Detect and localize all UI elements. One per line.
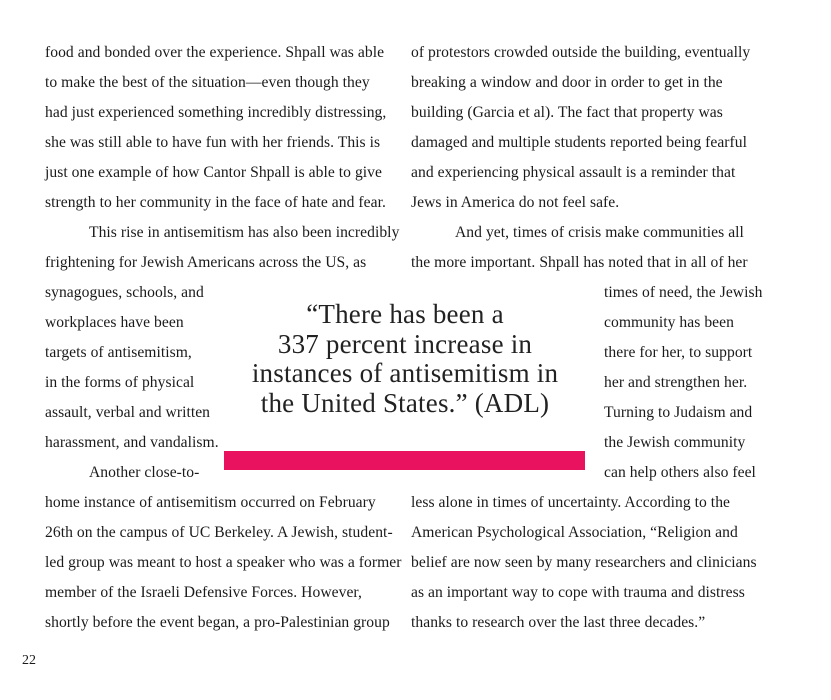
body-text-line: had just experienced something incredibly distressing, <box>45 104 387 121</box>
body-text-line: belief are now seen by many researchers and clinicians <box>411 554 757 571</box>
body-text-line: as an important way to cope with trauma and distress <box>411 584 745 601</box>
body-text-line: times of need, the Jewish <box>604 284 763 301</box>
body-text-line: can help others also feel <box>604 464 756 481</box>
pull-quote-line: the United States.” (ADL) <box>260 387 550 418</box>
pull-quote-line: 337 percent increase in <box>277 328 533 359</box>
body-text-line: This rise in antisemitism has also been incredibly <box>89 224 400 241</box>
body-text-line: 26th on the campus of UC Berkeley. A Jewish, student- <box>45 524 393 541</box>
body-text-line: her and strengthen her. <box>604 374 748 391</box>
body-text-line: member of the Israeli Defensive Forces. However, <box>45 584 362 601</box>
body-text-line: thanks to research over the last three decades.” <box>411 614 706 631</box>
body-text-line: she was still able to have fun with her friends. This is <box>45 134 381 151</box>
body-text-line: and experiencing physical assault is a reminder that <box>411 164 736 181</box>
body-text-line: building (Garcia et al). The fact that property was <box>411 104 723 121</box>
body-text-line: synagogues, schools, and <box>45 284 204 301</box>
page-number: 22 <box>22 653 36 668</box>
accent-bar <box>224 451 585 470</box>
body-text-line: just one example of how Cantor Shpall is able to give <box>45 164 382 181</box>
body-text-line: of protestors crowded outside the building, eventually <box>411 44 751 61</box>
pull-quote-line: instances of antisemitism in <box>251 358 559 388</box>
body-text-line: strength to her community in the face of hate and fear. <box>45 194 386 211</box>
body-text-line: community has been <box>604 314 734 331</box>
body-text-line: led group was meant to host a speaker who was a former <box>45 554 402 571</box>
body-text-line: there for her, to support <box>604 344 753 361</box>
body-text-line: the Jewish community <box>604 434 746 451</box>
body-text-line: food and bonded over the experience. Shpall was able <box>45 44 385 61</box>
body-text-line: home instance of antisemitism occurred on February <box>45 494 376 511</box>
body-text-line: And yet, times of crisis make communities all <box>455 224 744 241</box>
body-text-line: Turning to Judaism and <box>604 404 753 421</box>
pull-quote <box>226 300 584 418</box>
pull-quote-line: “There has been a <box>306 299 504 329</box>
body-text-line: workplaces have been <box>45 314 184 331</box>
body-text-line: frightening for Jewish Americans across the US, as <box>45 254 367 271</box>
body-text-line: less alone in times of uncertainty. According to the <box>411 494 731 511</box>
body-text-line: to make the best of the situation—even though they <box>45 74 370 91</box>
body-text-line: the more important. Shpall has noted that in all of her <box>411 254 748 271</box>
body-text-line: harassment, and vandalism. <box>45 434 219 451</box>
body-text-line: targets of antisemitism, <box>45 344 192 361</box>
body-text-line: in the forms of physical <box>45 374 195 391</box>
body-text-line: Another close-to- <box>89 464 200 481</box>
body-text-line: shortly before the event began, a pro-Palestinian group <box>45 614 390 631</box>
body-text-line: American Psychological Association, “Religion and <box>411 524 738 541</box>
body-text-line: breaking a window and door in order to get in the <box>411 74 723 91</box>
body-text-line: assault, verbal and written <box>45 404 211 421</box>
body-text-line: damaged and multiple students reported being fearful <box>411 134 748 151</box>
body-text-line: Jews in America do not feel safe. <box>411 194 620 211</box>
